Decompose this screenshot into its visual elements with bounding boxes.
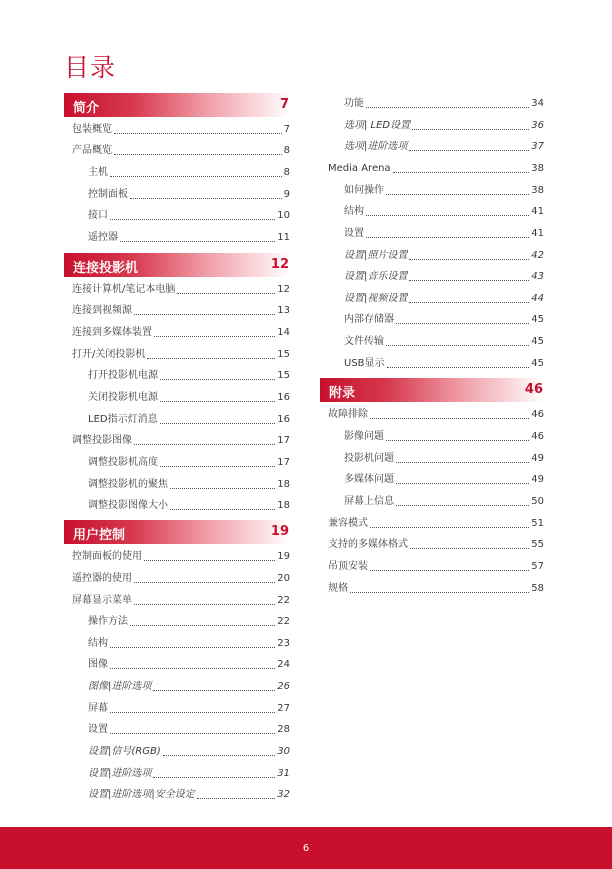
section-header-intro[interactable] <box>64 93 290 117</box>
leader-dots <box>163 755 276 756</box>
entry-page: 37 <box>531 141 544 152</box>
section-page: 12 <box>270 257 289 272</box>
leader-dots <box>134 582 275 583</box>
section-header-appendix[interactable] <box>320 378 544 402</box>
entry-page: 11 <box>277 232 290 243</box>
entry-page: 36 <box>531 120 544 131</box>
leader-dots <box>130 198 282 199</box>
toc-entry[interactable] <box>72 592 290 608</box>
leader-dots <box>153 690 275 691</box>
entry-text: 支持的多媒体格式 <box>328 539 408 550</box>
entry-text: 遥控器的使用 <box>72 573 132 584</box>
toc-entry[interactable] <box>72 281 290 297</box>
entry-text: 关闭投影机电源 <box>88 392 158 403</box>
leader-dots <box>366 237 529 238</box>
entry-text: 选项| LED设置 <box>344 120 411 131</box>
entry-text: 兼容模式 <box>328 518 368 529</box>
toc-entry[interactable] <box>72 548 290 564</box>
toc-entry[interactable] <box>344 355 544 371</box>
entry-text: 设置|视频设置 <box>344 293 408 304</box>
entry-text: 影像问题 <box>344 431 384 442</box>
entry-page: 17 <box>277 457 290 468</box>
entry-text: 设置 <box>88 724 108 735</box>
entry-text: USB显示 <box>344 358 385 369</box>
leader-dots <box>393 172 530 173</box>
entry-text: 吊顶安装 <box>328 561 368 572</box>
entry-text: 设置|音乐设置 <box>344 271 408 282</box>
toc-entry[interactable] <box>88 367 290 383</box>
toc-entry-product[interactable] <box>72 142 290 158</box>
leader-dots <box>409 302 529 303</box>
entry-text: 如何操作 <box>344 185 384 196</box>
leader-dots <box>110 647 275 648</box>
entry-page: 7 <box>283 124 290 135</box>
toc-entry[interactable] <box>344 182 544 198</box>
entry-page: 16 <box>277 414 290 425</box>
entry-text: 结构 <box>344 206 364 217</box>
toc-entry[interactable] <box>88 786 290 802</box>
entry-text: 接口 <box>88 210 108 221</box>
leader-dots <box>370 570 529 571</box>
toc-entry[interactable] <box>88 635 290 651</box>
entry-page: 51 <box>531 518 544 529</box>
toc-entry-media-arena[interactable] <box>328 160 544 176</box>
section-page: 7 <box>279 97 289 112</box>
leader-dots <box>386 194 529 195</box>
toc-entry[interactable] <box>328 558 544 574</box>
toc-entry[interactable] <box>88 613 290 629</box>
toc-entry[interactable] <box>328 515 544 531</box>
toc-entry[interactable] <box>344 493 544 509</box>
toc-entry[interactable] <box>344 95 544 111</box>
entry-page: 42 <box>531 250 544 261</box>
entry-text: 包装概览 <box>72 124 112 135</box>
entry-text: 多媒体问题 <box>344 474 394 485</box>
entry-page: 28 <box>277 724 290 735</box>
entry-page: 9 <box>283 189 290 200</box>
leader-dots <box>370 418 529 419</box>
leader-dots <box>144 560 275 561</box>
entry-text: 选项|进阶选项 <box>344 141 408 152</box>
entry-page: 57 <box>531 561 544 572</box>
entry-page: 34 <box>531 98 544 109</box>
page-title: 目录 <box>64 53 117 82</box>
section-page: 19 <box>270 524 289 539</box>
entry-page: 22 <box>277 595 290 606</box>
entry-text: 调整投影机的聚焦 <box>88 479 168 490</box>
toc-entry[interactable] <box>328 406 544 422</box>
page-number: 6 <box>302 843 310 854</box>
entry-text: 内部存储器 <box>344 314 394 325</box>
entry-text: Media Arena <box>328 163 391 174</box>
entry-page: 31 <box>277 768 290 779</box>
entry-page: 15 <box>277 349 290 360</box>
entry-text: 屏幕显示菜单 <box>72 595 132 606</box>
entry-page: 55 <box>531 539 544 550</box>
entry-page: 32 <box>277 789 290 800</box>
section-title: 用户控制 <box>73 528 126 543</box>
toc-entry[interactable] <box>344 428 544 444</box>
entry-text: 调整投影机高度 <box>88 457 158 468</box>
section-page: 46 <box>524 382 543 397</box>
entry-text: 产品概览 <box>72 145 112 156</box>
leader-dots <box>110 176 282 177</box>
leader-dots <box>387 367 530 368</box>
toc-entry[interactable] <box>344 471 544 487</box>
leader-dots <box>366 107 529 108</box>
leader-dots <box>110 733 275 734</box>
toc-entry[interactable] <box>88 476 290 492</box>
entry-page: 41 <box>531 228 544 239</box>
leader-dots <box>120 241 275 242</box>
entry-page: 19 <box>277 551 290 562</box>
entry-page: 38 <box>531 163 544 174</box>
toc-entry-remote[interactable] <box>88 229 290 245</box>
entry-page: 24 <box>277 659 290 670</box>
entry-text: 设置|进阶选项|安全设定 <box>88 789 195 800</box>
leader-dots <box>170 509 275 510</box>
entry-text: 文件传输 <box>344 336 384 347</box>
toc-entry[interactable] <box>88 721 290 737</box>
entry-page: 8 <box>283 167 290 178</box>
entry-text: 打开投影机电源 <box>88 370 158 381</box>
section-title: 连接投影机 <box>73 261 139 276</box>
entry-text: 遥控器 <box>88 232 118 243</box>
entry-page: 18 <box>277 479 290 490</box>
page-footer <box>0 827 612 869</box>
leader-dots <box>114 133 282 134</box>
leader-dots <box>160 379 275 380</box>
leader-dots <box>147 358 275 359</box>
section-title: 附录 <box>329 386 356 401</box>
entry-page: 22 <box>277 616 290 627</box>
leader-dots <box>409 280 529 281</box>
leader-dots <box>153 777 275 778</box>
entry-page: 27 <box>277 703 290 714</box>
toc-entry[interactable] <box>344 203 544 219</box>
entry-page: 49 <box>531 474 544 485</box>
entry-page: 49 <box>531 453 544 464</box>
leader-dots <box>177 293 275 294</box>
leader-dots <box>366 215 529 216</box>
toc-entry[interactable] <box>344 117 544 133</box>
entry-text: 主机 <box>88 167 108 178</box>
section-header-connect[interactable] <box>64 253 290 277</box>
entry-text: 图像 <box>88 659 108 670</box>
entry-page: 18 <box>277 500 290 511</box>
entry-text: 设置|信号(RGB) <box>88 746 161 757</box>
entry-page: 26 <box>277 681 290 692</box>
entry-text: 操作方法 <box>88 616 128 627</box>
toc-entry[interactable] <box>72 302 290 318</box>
entry-page: 45 <box>531 336 544 347</box>
toc-entry[interactable] <box>88 678 290 694</box>
entry-page: 23 <box>277 638 290 649</box>
entry-page: 8 <box>283 145 290 156</box>
entry-text: 投影机问题 <box>344 453 394 464</box>
toc-entry[interactable] <box>88 411 290 427</box>
entry-text: 控制面板 <box>88 189 128 200</box>
leader-dots <box>134 604 275 605</box>
toc-entry[interactable] <box>72 346 290 362</box>
toc-entry[interactable] <box>344 311 544 327</box>
leader-dots <box>160 401 275 402</box>
toc-entry-ports[interactable] <box>88 207 290 223</box>
entry-text: 图像|进阶选项 <box>88 681 152 692</box>
toc-entry[interactable] <box>88 743 290 759</box>
section-header-controls[interactable] <box>64 520 290 544</box>
leader-dots <box>114 154 282 155</box>
entry-page: 15 <box>277 370 290 381</box>
entry-page: 46 <box>531 409 544 420</box>
entry-page: 13 <box>277 305 290 316</box>
entry-page: 20 <box>277 573 290 584</box>
toc-entry[interactable] <box>344 268 544 284</box>
leader-dots <box>160 423 276 424</box>
toc-entry[interactable] <box>344 247 544 263</box>
leader-dots <box>350 592 529 593</box>
entry-text: 规格 <box>328 583 348 594</box>
entry-text: 故障排除 <box>328 409 368 420</box>
toc-entry[interactable] <box>344 333 544 349</box>
toc-entry[interactable] <box>72 324 290 340</box>
entry-text: 设置|照片设置 <box>344 250 408 261</box>
entry-text: LED指示灯消息 <box>88 414 158 425</box>
leader-dots <box>130 625 275 626</box>
toc-entry[interactable] <box>88 700 290 716</box>
entry-text: 屏幕上信息 <box>344 496 394 507</box>
toc-entry-host[interactable] <box>88 164 290 180</box>
entry-page: 45 <box>531 358 544 369</box>
entry-text: 打开/关闭投影机 <box>72 349 146 360</box>
entry-text: 连接到视频源 <box>72 305 132 316</box>
entry-text: 屏幕 <box>88 703 108 714</box>
entry-page: 30 <box>277 746 290 757</box>
toc-entry[interactable] <box>344 450 544 466</box>
entry-text: 结构 <box>88 638 108 649</box>
toc-entry[interactable] <box>344 138 544 154</box>
leader-dots <box>396 462 529 463</box>
leader-dots <box>412 129 529 130</box>
entry-page: 38 <box>531 185 544 196</box>
toc-entry[interactable] <box>88 497 290 513</box>
toc-entry-package[interactable] <box>72 121 290 137</box>
toc-entry[interactable] <box>88 454 290 470</box>
toc-entry[interactable] <box>344 290 544 306</box>
entry-page: 45 <box>531 314 544 325</box>
leader-dots <box>170 488 275 489</box>
leader-dots <box>134 444 275 445</box>
entry-text: 设置 <box>344 228 364 239</box>
leader-dots <box>110 712 275 713</box>
entry-text: 连接到多媒体装置 <box>72 327 152 338</box>
entry-page: 46 <box>531 431 544 442</box>
toc-entry-control-panel[interactable] <box>88 186 290 202</box>
entry-page: 12 <box>277 284 290 295</box>
toc-entry[interactable] <box>88 656 290 672</box>
entry-page: 10 <box>277 210 290 221</box>
toc-entry[interactable] <box>72 432 290 448</box>
entry-text: 连接计算机/笔记本电脑 <box>72 284 176 295</box>
leader-dots <box>386 345 529 346</box>
entry-text: 调整投影图像大小 <box>88 500 168 511</box>
entry-text: 控制面板的使用 <box>72 551 142 562</box>
leader-dots <box>396 505 529 506</box>
toc-entry[interactable] <box>328 536 544 552</box>
toc-entry[interactable] <box>72 570 290 586</box>
entry-page: 50 <box>531 496 544 507</box>
toc-entry[interactable] <box>328 580 544 596</box>
toc-entry[interactable] <box>88 765 290 781</box>
leader-dots <box>134 314 275 315</box>
section-title: 简介 <box>73 101 100 116</box>
entry-page: 44 <box>531 293 544 304</box>
entry-page: 43 <box>531 271 544 282</box>
leader-dots <box>110 219 275 220</box>
entry-page: 14 <box>277 327 290 338</box>
entry-text: 设置|进阶选项 <box>88 768 152 779</box>
entry-page: 58 <box>531 583 544 594</box>
leader-dots <box>370 527 529 528</box>
entry-text: 功能 <box>344 98 364 109</box>
leader-dots <box>396 323 529 324</box>
leader-dots <box>409 150 529 151</box>
leader-dots <box>160 466 275 467</box>
entry-page: 41 <box>531 206 544 217</box>
leader-dots <box>396 483 529 484</box>
toc-entry[interactable] <box>344 225 544 241</box>
leader-dots <box>409 259 529 260</box>
entry-page: 16 <box>277 392 290 403</box>
leader-dots <box>197 798 276 799</box>
leader-dots <box>386 440 529 441</box>
entry-text: 调整投影图像 <box>72 435 132 446</box>
leader-dots <box>110 668 275 669</box>
leader-dots <box>410 548 529 549</box>
entry-page: 17 <box>277 435 290 446</box>
toc-entry[interactable] <box>88 389 290 405</box>
leader-dots <box>154 336 275 337</box>
